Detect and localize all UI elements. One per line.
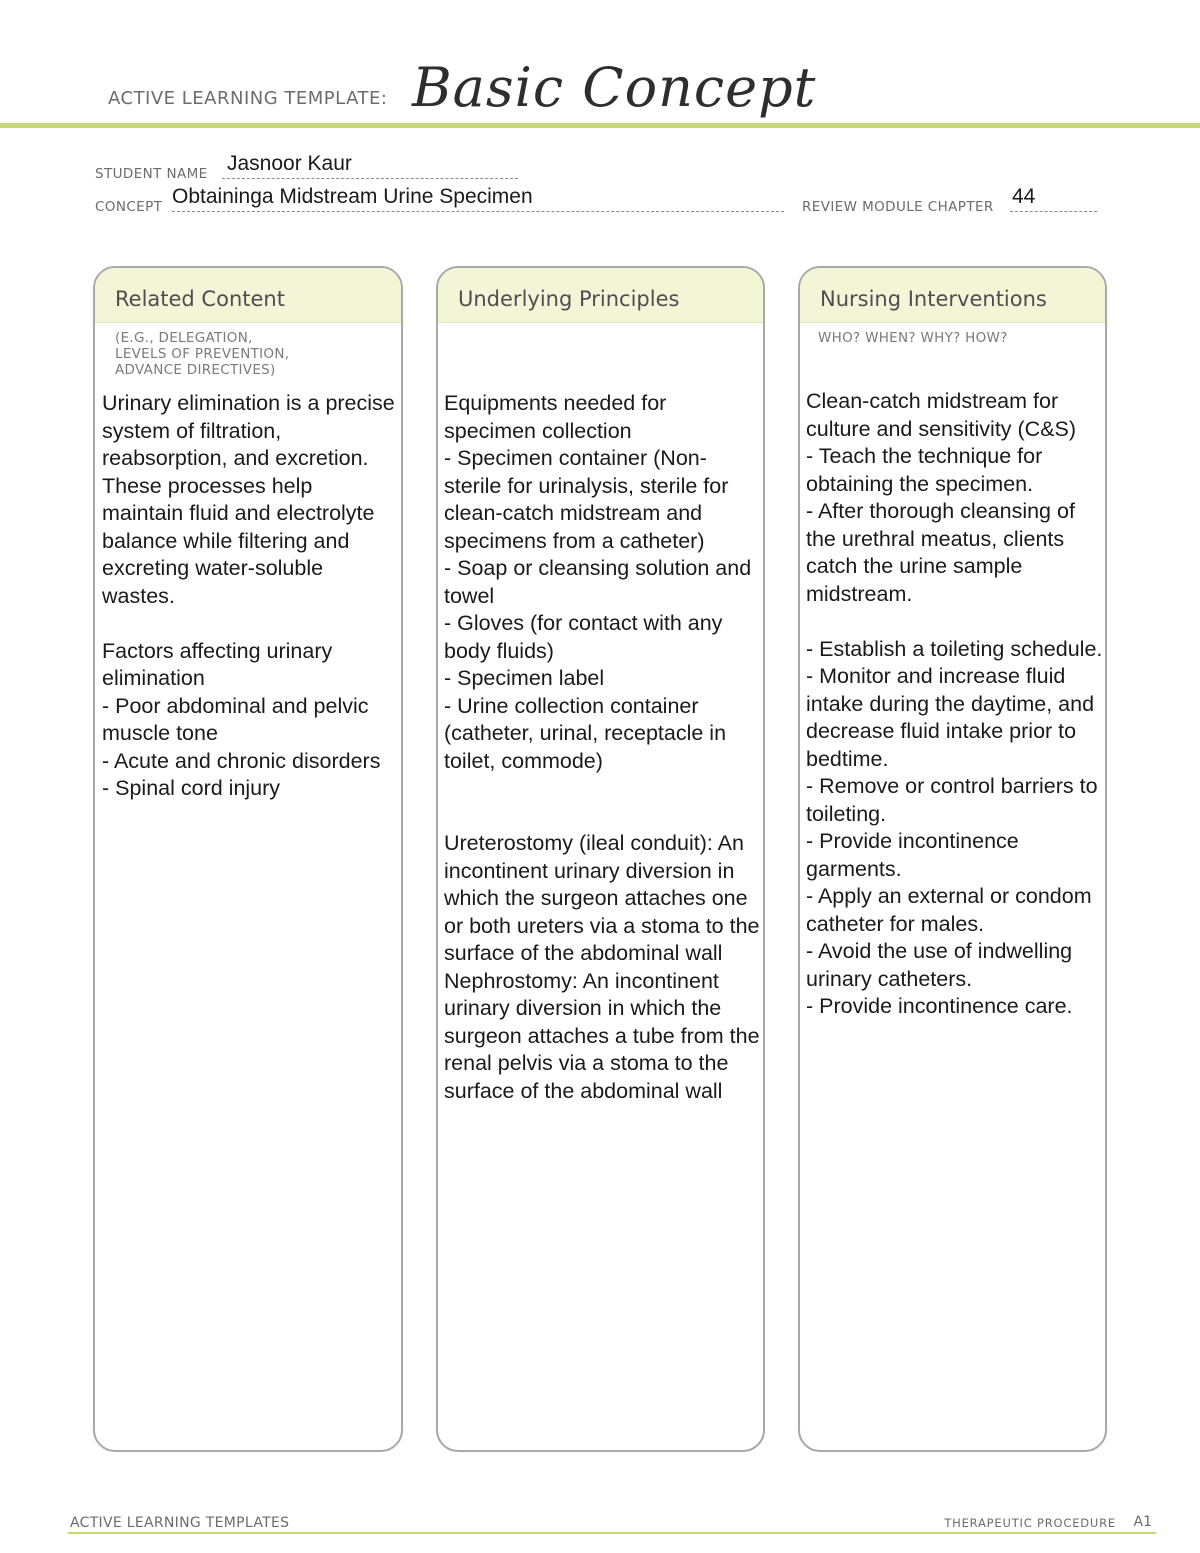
list-item: - Specimen label: [444, 666, 605, 690]
nursing-interventions-card: [798, 266, 1107, 1452]
list-item: - Urine collection container (catheter, urinal, receptacle in toilet, commode): [444, 693, 727, 773]
list-item: - Teach the technique for obtaining the specimen.: [806, 444, 1043, 496]
subtitle-line: (E.G., DELEGATION,: [115, 330, 253, 346]
nursing-interventions-title: Nursing Interventions: [820, 287, 1047, 311]
template-title: Basic Concept: [412, 56, 817, 119]
chapter-line: [1010, 211, 1097, 212]
template-label: ACTIVE LEARNING TEMPLATE:: [108, 88, 388, 109]
list-item: - Spinal cord injury: [102, 776, 281, 800]
concept-value[interactable]: Obtaininga Midstream Urine Specimen: [172, 185, 533, 208]
list-item: - Monitor and increase fluid intake during the daytime, and decrease fluid intake prior to bedtime.: [806, 664, 1095, 771]
list-item: - Avoid the use of indwelling urinary catheters.: [806, 939, 1073, 991]
principles-diversion-text: Ureterostomy (ileal conduit): An incontinent urinary diversion in which the surgeon attaches one or both ureters via a stoma to the surface of the abdominal wall Nephrostomy: An incontinent urinary diversion in which the surgeon attaches a tube from the renal pelvis via a stoma to the surface of the abdominal wall: [444, 831, 760, 1103]
related-content-body[interactable]: [102, 390, 398, 803]
subtitle-line: LEVELS OF PREVENTION,: [115, 346, 290, 362]
related-paragraph: Urinary elimination is a precise system of filtration, reabsorption, and excretion. These processes help maintain fluid and electrolyte balance while filtering and excreting water-soluble wastes.: [102, 391, 395, 608]
nursing-interventions-subtitle: WHO? WHEN? WHY? HOW?: [818, 330, 1008, 346]
student-name-line: [222, 178, 518, 179]
footer-page: A1: [1133, 1514, 1152, 1530]
list-item: - Apply an external or condom catheter for males.: [806, 884, 1092, 936]
nursing-interventions-header: [800, 268, 1105, 323]
chapter-label: REVIEW MODULE CHAPTER: [802, 199, 994, 215]
list-item: - Gloves (for contact with any body fluids): [444, 611, 723, 663]
footer-section: THERAPEUTIC PROCEDURE: [944, 1516, 1116, 1530]
list-item: - After thorough cleansing of the urethral meatus, clients catch the urine sample midstream.: [806, 499, 1075, 606]
list-item: - Provide incontinence garments.: [806, 829, 1019, 881]
related-content-card: [93, 266, 403, 1452]
concept-label: CONCEPT: [95, 199, 163, 215]
list-item: - Poor abdominal and pelvic muscle tone: [102, 693, 369, 745]
related-content-subtitle: [115, 330, 289, 378]
student-name-value[interactable]: Jasnoor Kaur: [227, 152, 352, 175]
underlying-principles-header: [438, 268, 763, 323]
related-content-title: Related Content: [115, 287, 285, 311]
underlying-principles-body[interactable]: [444, 390, 762, 1105]
related-factors-heading: Factors affecting urinary elimination: [102, 638, 333, 690]
list-item: - Provide incontinence care.: [806, 994, 1073, 1018]
chapter-value[interactable]: 44: [1012, 185, 1036, 208]
related-content-header: [95, 268, 401, 323]
student-name-label: STUDENT NAME: [95, 166, 208, 182]
list-item: - Establish a toileting schedule.: [806, 636, 1103, 661]
list-item: - Acute and chronic disorders: [102, 748, 381, 773]
list-item: - Specimen container (Non-sterile for urinalysis, sterile for clean-catch midstream and specimens from a catheter): [444, 446, 729, 553]
list-item: - Soap or cleansing solution and towel: [444, 556, 752, 608]
footer-rule: [68, 1532, 1156, 1534]
concept-line: [172, 211, 784, 212]
nursing-interventions-body[interactable]: [806, 388, 1104, 1021]
interventions-intro: Clean-catch midstream for culture and sensitivity (C&S): [806, 389, 1077, 441]
underlying-principles-card: [436, 266, 765, 1452]
list-item: - Remove or control barriers to toileting.: [806, 774, 1098, 826]
footer-left: ACTIVE LEARNING TEMPLATES: [70, 1515, 290, 1531]
subtitle-line: ADVANCE DIRECTIVES): [115, 362, 276, 378]
underlying-principles-title: Underlying Principles: [458, 287, 680, 311]
principles-intro: Equipments needed for specimen collection: [444, 391, 667, 443]
header-rule: [0, 123, 1200, 128]
